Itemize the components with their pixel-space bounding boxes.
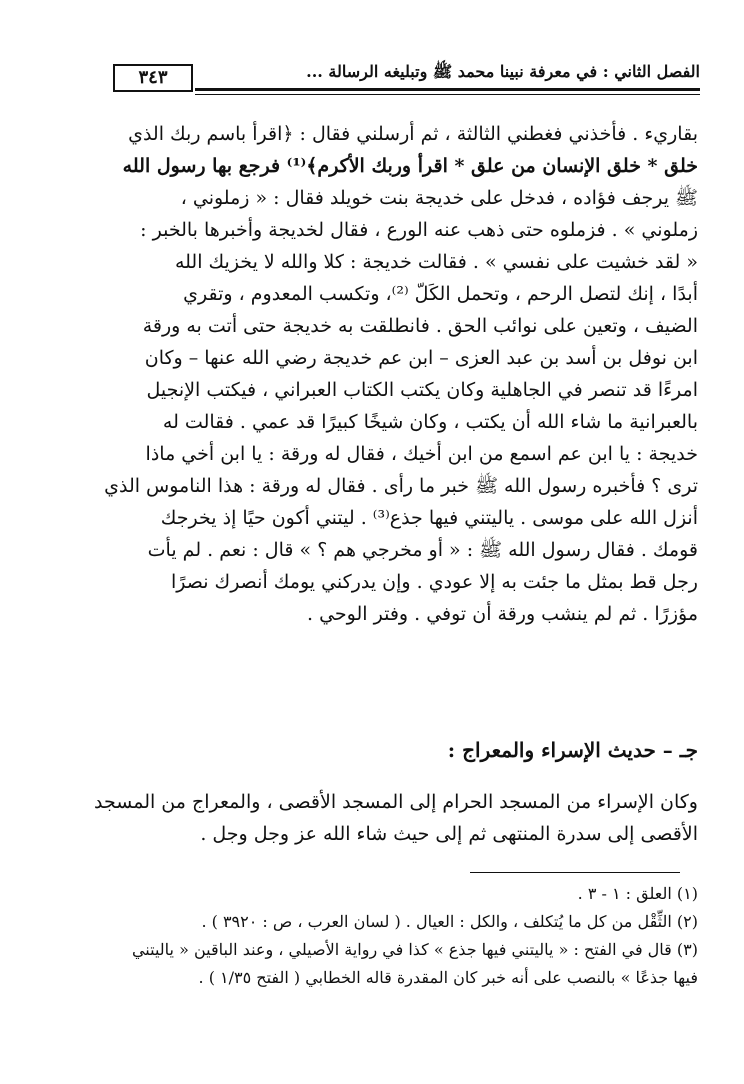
text-line: أنزل الله على موسى . ياليتني فيها جذع⁽³⁾ . ليتني أكون حيًا إذ يخرجك [160, 507, 698, 529]
text-line: الضيف ، وتعين على نوائب الحق . فانطلقت به خديجة حتى أتت به ورقة [142, 315, 698, 337]
text-line: « لقد خشيت على نفسي » . فقالت خديجة : كلا والله لا يخزيك الله [174, 251, 698, 273]
text-line: وكان الإسراء من المسجد الحرام إلى المسجد الأقصى ، والمعراج من المسجد [94, 791, 698, 813]
text-line: زملوني » . فزملوه حتى ذهب عنه الورع ، فقال لخديجة وأخبرها بالخبر : [140, 219, 698, 241]
footnote-line: فيها جذعًا » بالنصب على أنه خبر كان المقدرة قاله الخطابي ( الفتح ١/٣٥ ) . [198, 968, 698, 987]
footnote-line: (٣) قال في الفتح : « ياليتني فيها جذع » كذا في رواية الأصيلي ، وعند الباقين « ياليتني [131, 940, 698, 959]
text-line: رجل قط بمثل ما جئت به إلا عودي . وإن يدركني يومك أنصرك نصرًا [170, 571, 698, 593]
page-header [95, 50, 700, 98]
page-number: ٣٤٣ [113, 64, 193, 92]
footnote-line: (٢) الثِّقْل من كل ما يُتكلف ، والكل : العيال . ( لسان العرب ، ص : ٣٩٢٠ ) . [201, 912, 698, 931]
section-heading: جـ – حديث الإسراء والمعراج : [447, 738, 698, 762]
text-line: ابن نوفل بن أسد بن عبد العزى – ابن عم خديجة رضي الله عنها – وكان [144, 347, 698, 369]
header-rule-thin [195, 94, 700, 95]
text-line: امرءًا قد تنصر في الجاهلية وكان يكتب الكتاب العبراني ، فيكتب الإنجيل [146, 379, 698, 401]
text-line: بقاريء . فأخذني فغطني الثالثة ، ثم أرسلني فقال : ﴿اقرأ باسم ربك الذي [128, 123, 698, 145]
footnote-separator [470, 872, 680, 873]
header-rule-thick [195, 88, 700, 91]
text-line: ترى ؟ فأخبره رسول الله ﷺ خبر ما رأى . فقال له ورقة : هذا الناموس الذي [104, 475, 698, 497]
footnote-line: (١) العلق : ١ - ٣ . [577, 884, 698, 903]
text-line: خلق * خلق الإنسان من علق * اقرأ وربك الأكرم﴾⁽¹⁾ فرجع بها رسول الله [122, 155, 698, 177]
text-line: ﷺ يرجف فؤاده ، فدخل على خديجة بنت خويلد فقال : « زملوني ، [180, 187, 698, 209]
text-line: الأقصى إلى سدرة المنتهى ثم إلى حيث شاء الله عز وجل وجل . [200, 823, 698, 845]
text-line: مؤزرًا . ثم لم ينشب ورقة أن توفي . وفتر الوحي . [307, 603, 698, 625]
main-text [64, 118, 698, 630]
text-line: بالعبرانية ما شاء الله أن يكتب ، وكان شيخًا كبيرًا قد عمي . فقالت له [162, 411, 698, 433]
text-line: قومك . فقال رسول الله ﷺ : « أو مخرجي هم ؟ » قال : نعم . لم يأت [147, 539, 698, 561]
section-text [64, 786, 698, 850]
text-line: أبدًا ، إنك لتصل الرحم ، وتحمل الكَلّ ⁽²⁾، وتكسب المعدوم ، وتقري [183, 283, 698, 305]
text-line: خديجة : يا ابن عم اسمع من ابن أخيك ، فقال له ورقة : يا ابن أخي ماذا [145, 443, 698, 465]
footnotes [64, 880, 698, 992]
running-title: الفصل الثاني : في معرفة نبينا محمد ﷺ وتبليغه الرسالة ... [306, 62, 700, 81]
